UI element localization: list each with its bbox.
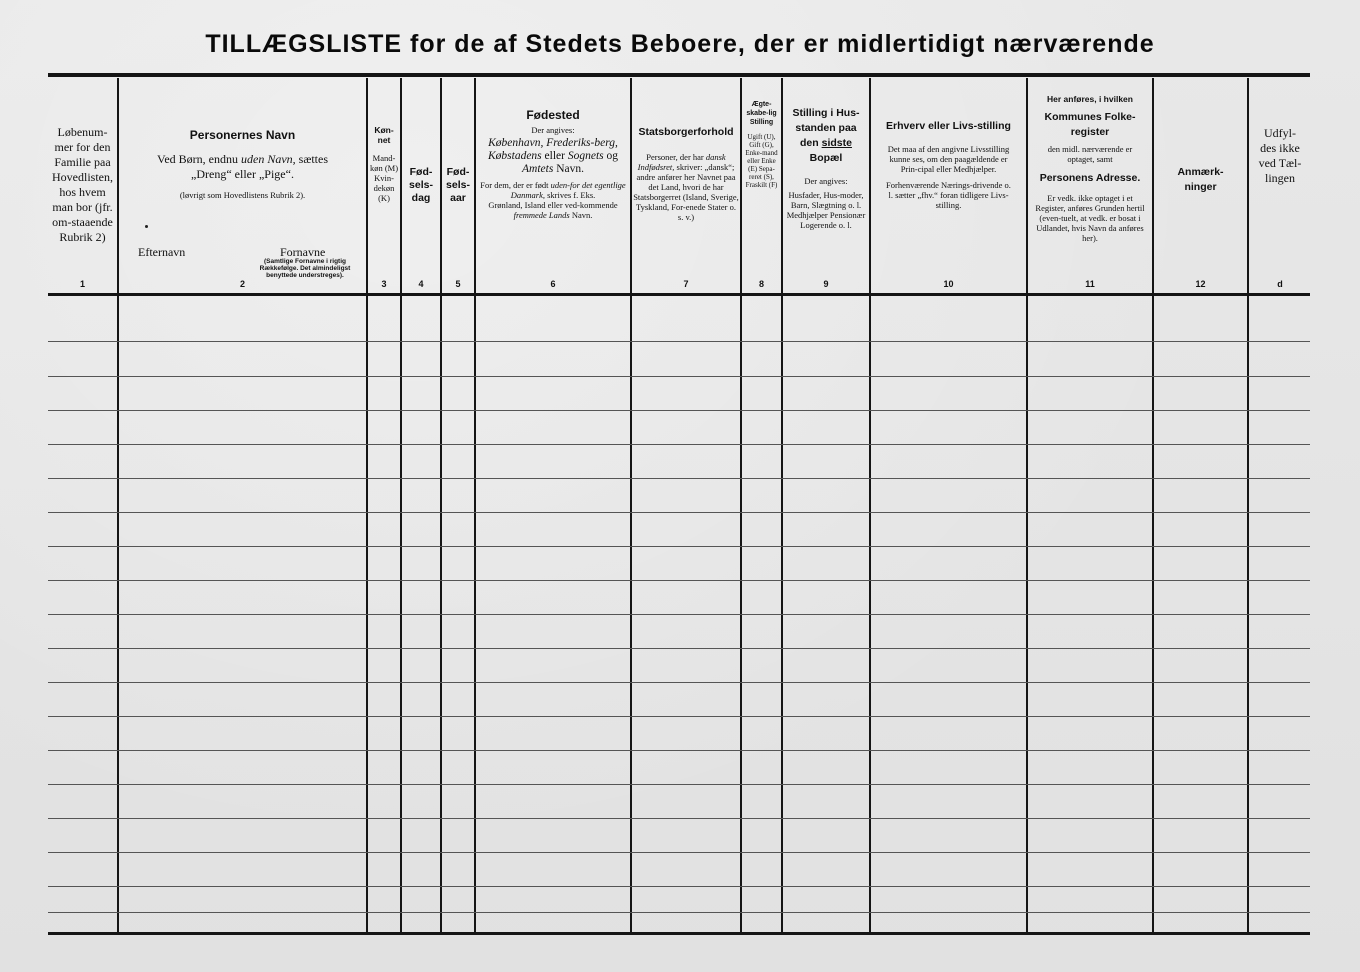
- column-6-italic1: København, Frederiks-berg, Købstadens: [487, 137, 618, 162]
- column-2-line1c: sættes: [295, 152, 328, 166]
- column-11-heading: Kommunes Folke-register: [1044, 111, 1136, 138]
- column-12-number: 12: [1195, 279, 1206, 289]
- entry-row-line: [48, 682, 1310, 683]
- column-9-number: 9: [823, 279, 829, 289]
- column-4-heading: Fød-sels-dag: [409, 165, 433, 204]
- form-title: TILLÆGSLISTE for de af Stedets Beboere, der er midlertidigt nærværende: [205, 30, 1155, 58]
- column-1-number: 1: [79, 279, 85, 289]
- entry-row-line: [48, 376, 1310, 377]
- entry-row-line: [48, 614, 1310, 615]
- top-rule: [48, 73, 1310, 77]
- column-11-number: 11: [1085, 279, 1095, 289]
- column-11-top: Her anføres, i hvilken: [1047, 94, 1133, 104]
- entry-row-line: [48, 716, 1310, 717]
- column-5-heading: Fød-sels-aar: [446, 165, 470, 204]
- column-13-text: Udfyl-des ikke ved Tæl-lingen: [1258, 126, 1302, 185]
- ink-mark: [145, 225, 148, 228]
- column-6-p3a: Grønland, Island eller ved-kommende: [488, 200, 618, 210]
- column-4-number: 4: [418, 279, 424, 289]
- column-8-header: [742, 100, 781, 270]
- column-2-line1b: uden Navn,: [241, 152, 296, 166]
- column-6-p3b: fremmede Lands: [513, 210, 570, 220]
- column-6-plain3: Navn.: [553, 163, 584, 175]
- column-12-header: [1154, 150, 1247, 210]
- column-7-heading: Statsborgerforhold: [638, 126, 734, 138]
- column-4-header: [402, 160, 440, 210]
- column-1-header: [48, 110, 117, 260]
- column-7-header: [632, 126, 740, 241]
- header-bottom-rule: [48, 293, 1310, 296]
- column-3-number: 3: [381, 279, 387, 289]
- column-6-number: 6: [550, 279, 556, 289]
- entry-row-line: [48, 444, 1310, 445]
- column-2-note: (løvrigt som Hovedlistens Rubrik 2).: [179, 190, 306, 200]
- entry-row-line: [48, 784, 1310, 785]
- entry-row-line: [48, 912, 1310, 913]
- column-2-heading: Personernes Navn: [189, 128, 296, 142]
- column-7-p1c: skriver: „dansk“; andre anfører her Navnet paa det Land, hvori de har Statsborgerret (Island, Sverige, Tyskland, For-enede Stater o. s. v.): [633, 162, 739, 222]
- column-7-number: 7: [683, 279, 689, 289]
- column-2-number: 2: [239, 279, 245, 289]
- column-9-sub: Der angives:: [804, 176, 848, 186]
- bottom-rule: [48, 932, 1310, 935]
- column-3-text: Mand-køn (M) Kvin-dekøn (K): [369, 153, 399, 203]
- column-9-text: Husfader, Hus-moder, Barn, Slægtning o. l. Medhjælper Pensionær Logerende o. l.: [786, 190, 866, 230]
- entry-row-line: [48, 478, 1310, 479]
- column-6-italic2: Sognets: [567, 150, 604, 162]
- column-10-p1: Det maa af den angivne Livsstilling kunne ses, om den paagældende er Prin-cipal eller Medhjælper.: [887, 144, 1010, 174]
- column-2-subheader-firstnames: Fornavne: [280, 245, 326, 259]
- column-6-p2b: uden-for det egentlige Danmark,: [510, 180, 626, 200]
- column-9-header: [783, 106, 869, 256]
- column-2-line2: „Dreng“ eller „Pige“.: [191, 167, 294, 181]
- column-2-header: [119, 128, 366, 218]
- column-8-number: 8: [758, 279, 764, 289]
- column-13-number: d: [1277, 279, 1283, 289]
- column-6-plain2: og: [603, 150, 618, 162]
- column-5-header: [442, 160, 474, 210]
- column-8-text: Ugift (U), Gift (G), Enke-mand eller Enke (E) Sepa-reret (S), Fraskilt (F): [745, 133, 778, 189]
- entry-row-line: [48, 886, 1310, 887]
- column-5-number: 5: [455, 279, 461, 289]
- column-6-header: [476, 108, 630, 253]
- column-2-line1a: Ved Børn, endnu: [157, 152, 241, 166]
- entry-row-line: [48, 341, 1310, 342]
- column-2-subheader-surname: Efternavn: [138, 245, 186, 259]
- column-13-header: [1249, 126, 1311, 236]
- column-9-h1: Stilling i Hus-standen paa den: [792, 107, 860, 149]
- entry-row-line: [48, 750, 1310, 751]
- column-6-heading: Fødested: [526, 108, 580, 122]
- entry-row-line: [48, 648, 1310, 649]
- column-10-number: 10: [943, 279, 954, 289]
- column-10-header: [871, 118, 1026, 253]
- entry-row-line: [48, 580, 1310, 581]
- column-11-p2: Er vedk. ikke optaget i et Register, anføres Grunden hertil (even-tuelt, at vedk. er bosat i Udlandet, hvis Navn da anføres her).: [1035, 193, 1145, 243]
- column-6-p2c: skrives f. Eks.: [544, 190, 596, 200]
- column-9-h2: sidste: [821, 137, 852, 149]
- column-10-p2: Forhenværende Nærings-drivende o. l. sætter „fhv.“ foran tidligere Livs-stilling.: [886, 180, 1011, 210]
- column-3-header: [368, 125, 400, 240]
- column-11-heading2: Personens Adresse.: [1039, 172, 1141, 184]
- column-10-heading: Erhverv eller Livs-stilling: [886, 120, 1011, 132]
- column-7-p1b: dansk Indfødsret,: [637, 152, 726, 172]
- column-3-heading: Køn-net: [374, 125, 394, 145]
- column-6-italic3: Amtets: [522, 163, 554, 175]
- entry-row-line: [48, 852, 1310, 853]
- column-6-plain1: eller: [541, 150, 568, 162]
- column-12-heading: Anmærk-ninger: [1177, 166, 1224, 193]
- column-11-p1: den midl. nærværende er optaget, samt: [1047, 144, 1133, 164]
- column-9-h3: Bopæl: [809, 152, 843, 164]
- entry-row-line: [48, 410, 1310, 411]
- column-1-text: Løbenum-mer for den Familie paa Hovedlisten, hos hvem man bor (jfr. om-staaende Rubrik 2): [52, 125, 113, 244]
- column-7-p1a: Personer, der har: [646, 152, 706, 162]
- entry-row-line: [48, 818, 1310, 819]
- column-2-subnote: (Samtlige Fornavne i rigtig Rækkefølge. Det almindeligst benyttede understreges).: [259, 258, 351, 279]
- column-6-p2a: For dem, der er født: [480, 180, 551, 190]
- column-6-sub: Der angives:: [531, 125, 575, 135]
- column-8-heading: Ægte-skabe-lig Stilling: [746, 101, 777, 126]
- column-11-header: [1028, 94, 1152, 269]
- entry-row-line: [48, 546, 1310, 547]
- column-6-p3c: Navn.: [569, 210, 593, 220]
- entry-row-line: [48, 512, 1310, 513]
